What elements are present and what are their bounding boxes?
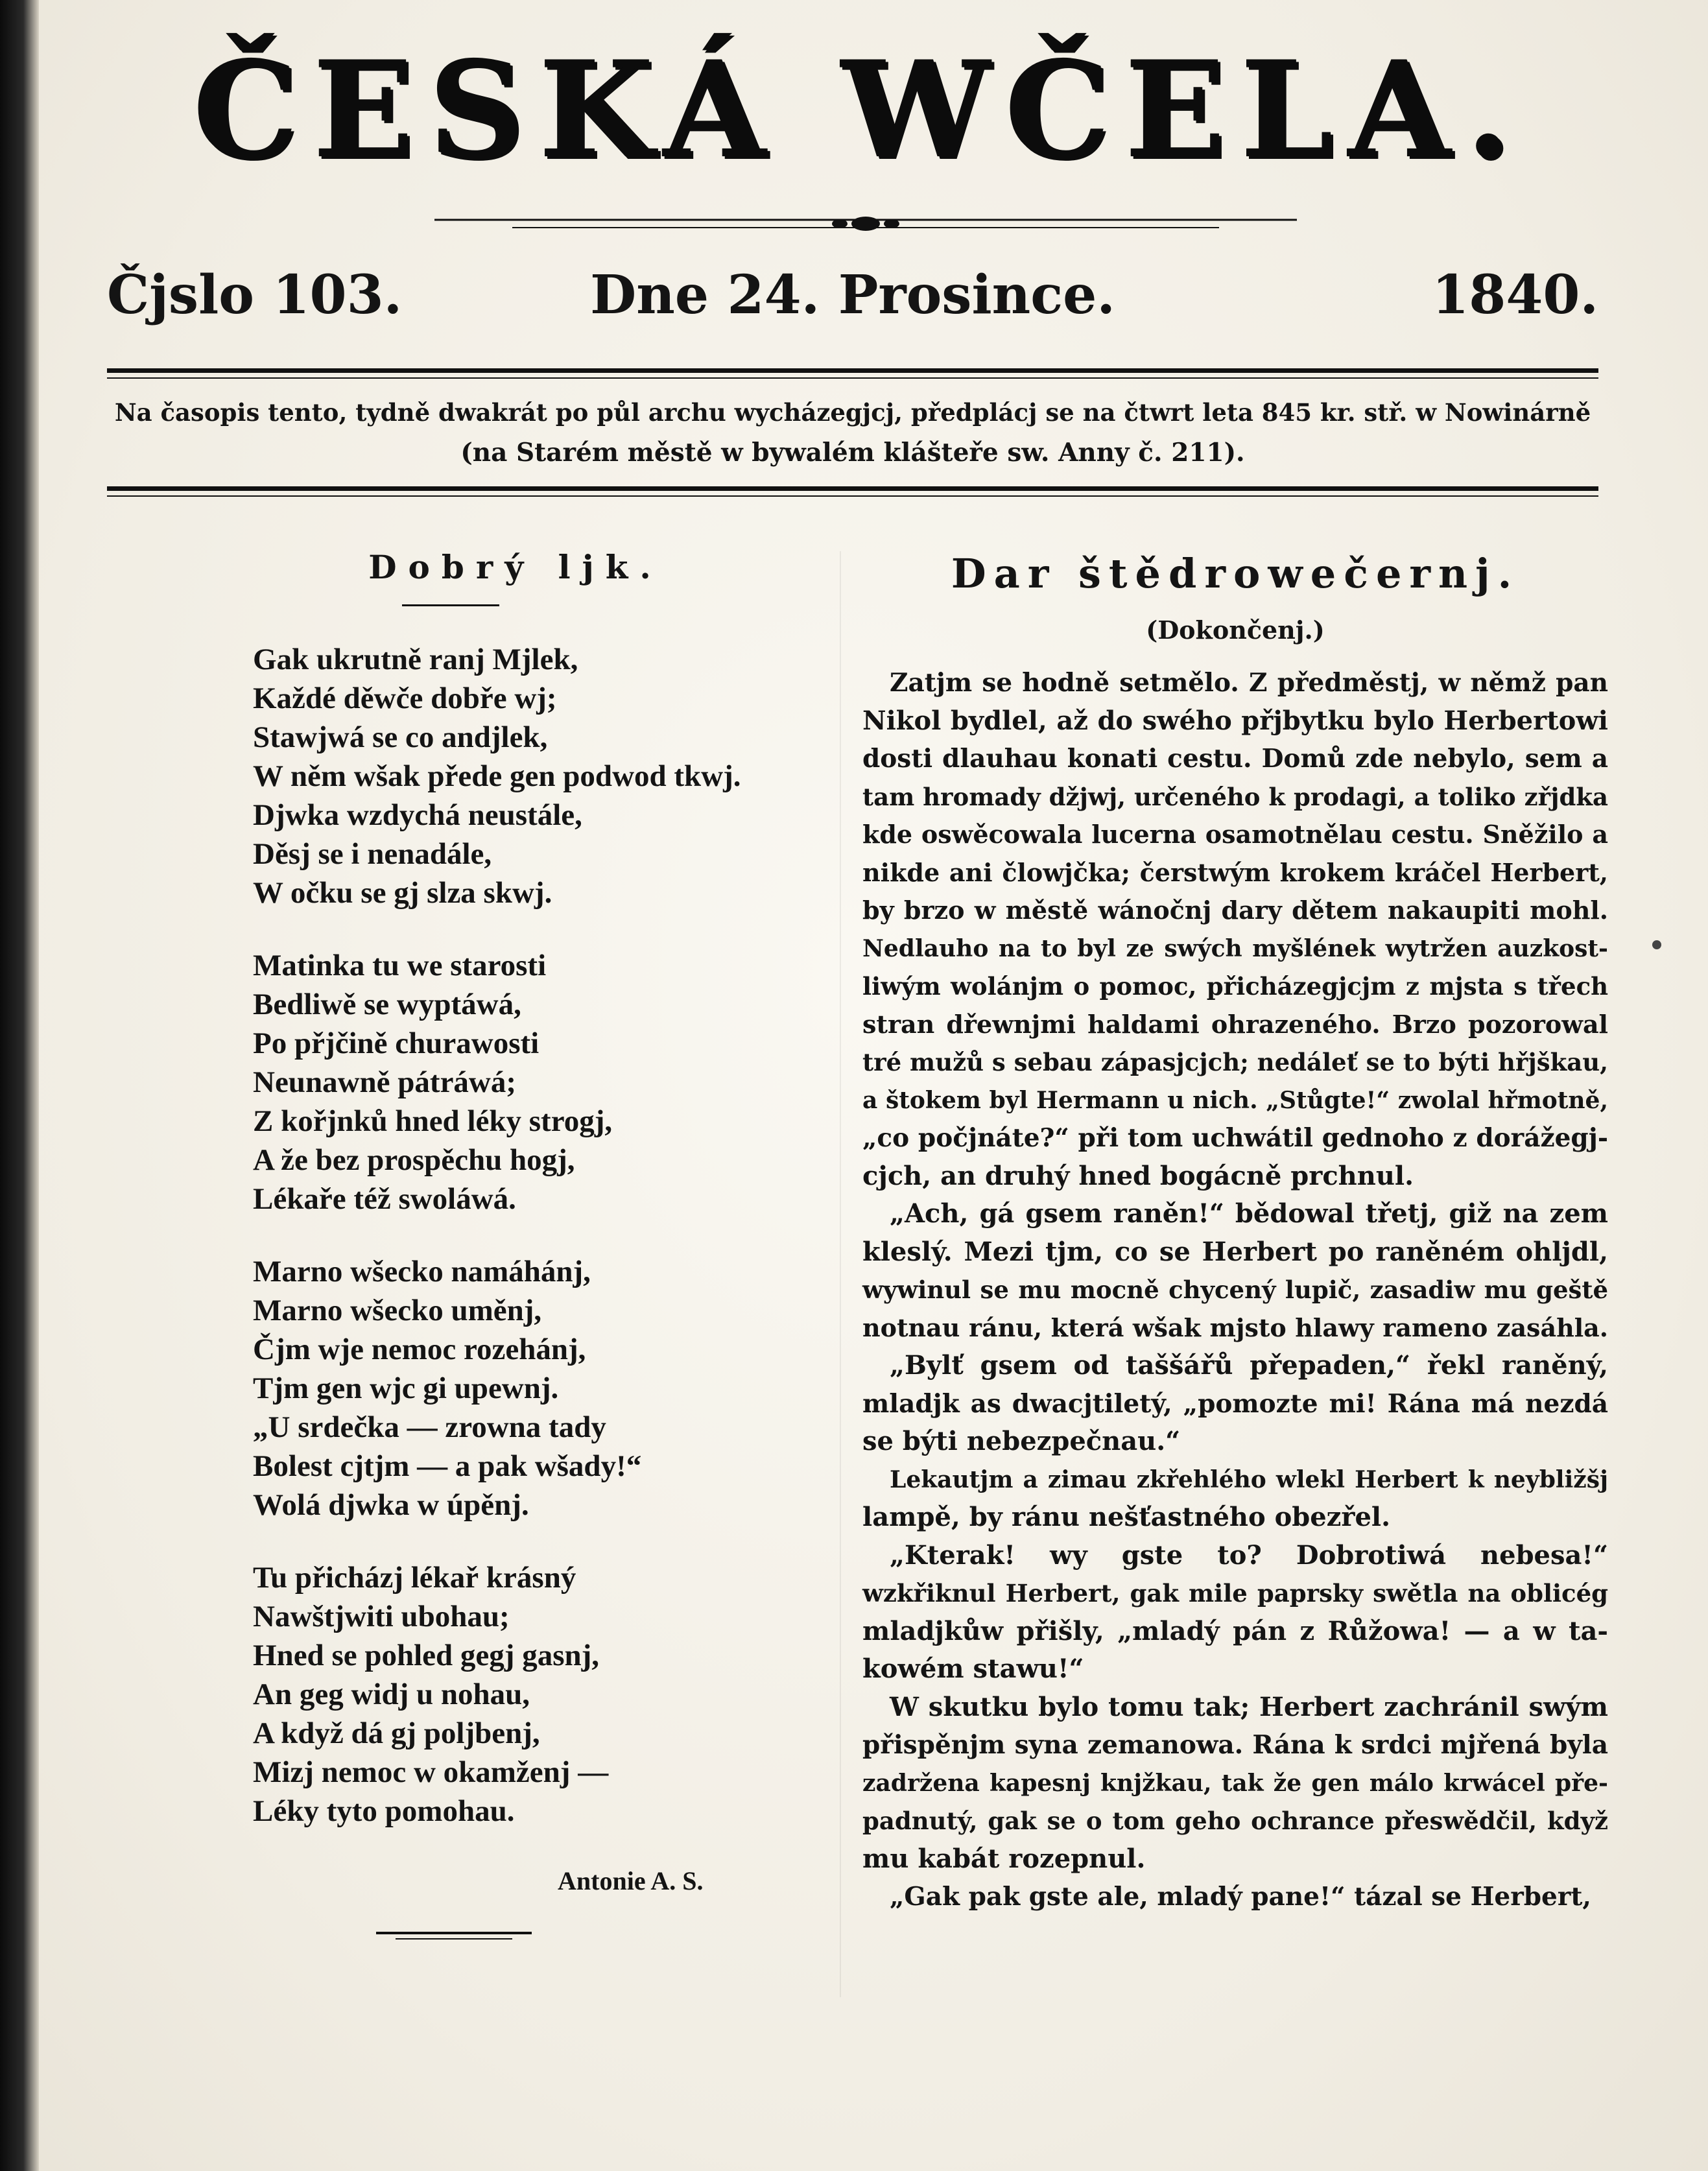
poem-title-rule <box>402 604 499 606</box>
poem-line: Stawjwá se co andjlek, <box>253 720 548 754</box>
poem-stanza-3 <box>253 1252 836 1524</box>
poem-line: Wolá djwka w úpěnj. <box>253 1488 529 1522</box>
poem-stanza-4 <box>253 1558 836 1831</box>
story-line: „Ach, gá gsem raněn!“ bědowal třetj, giž na zem <box>890 1198 1608 1229</box>
story-line: dosti dlauhau konati cestu. Domů zde nebylo, sem a <box>862 744 1608 774</box>
poem-line: Bolest cjtjm — a pak wšady!“ <box>253 1449 642 1483</box>
story-line: Nedlauho na to byl ze swých myšlének wytržen auzkost- <box>862 934 1608 962</box>
story-line: by brzo w městě wánočnj dary dětem nakaupiti mohl. <box>862 896 1608 925</box>
notice-rule <box>107 486 1598 491</box>
story-line: kowém stawu!“ <box>862 1654 1084 1684</box>
binding-edge <box>0 0 39 2171</box>
poem-line: Marno wšecko uměnj, <box>253 1294 542 1327</box>
poem-line: Tu přicházj lékař krásný <box>253 1561 576 1595</box>
poem-line: Mizj nemoc w okamženj — <box>253 1755 609 1789</box>
story-line: „Kterak! wy gste to? Dobrotiwá nebesa!“ <box>890 1539 1608 1571</box>
story-line: zadržena kapesnj knjžkau, tak že gen málo krwácel pře- <box>862 1769 1608 1797</box>
notice-line-2: (na Starém městě w bywalém klášteře sw. Anny č. 211). <box>460 438 1245 468</box>
poem-line: Děsj se i nenadále, <box>253 837 492 871</box>
poem-column <box>253 538 836 1943</box>
story-line: notnau ránu, která wšak mjsto hlawy rameno zasáhla. <box>862 1312 1608 1342</box>
story-line: mladjkůw přišly, „mladý pán z Růžowa! — a w ta- <box>862 1615 1608 1646</box>
story-line: tam hromady džjwj, určeného k prodagi, a toliko zřjdka <box>862 782 1608 811</box>
poem-line: Každé děwče dobře wj; <box>253 682 557 715</box>
poem-stanza-2 <box>253 946 836 1218</box>
story-line: wzkřiknul Herbert, gak mile paprsky swětla na oblicég <box>862 1579 1608 1607</box>
poem-line: Neunawně pátráwá; <box>253 1065 517 1099</box>
poem-line: A když dá gj poljbenj, <box>253 1716 540 1750</box>
story-line: tré mužů s sebau zápasjcjch; nedáleť se to býti hřjškau, <box>862 1048 1608 1076</box>
poem-line: Djwka wzdychá neustále, <box>253 798 582 832</box>
poem-line: A že bez prospěchu hogj, <box>253 1143 575 1177</box>
story-line: „co počjnáte?“ při tom uchwátil gednoho z dorážegj- <box>862 1123 1608 1153</box>
story-line: Zatjm se hodně setmělo. Z předměstj, w němž pan <box>890 668 1608 698</box>
poem-line: Léky tyto pomohau. <box>253 1794 515 1828</box>
story-line: nikde ani člowjčka; čerstwým krokem kráčel Herbert, <box>862 857 1608 887</box>
poem-stanza-1 <box>253 640 836 912</box>
poem-line: Po přjčině churawosti <box>253 1026 540 1060</box>
poem-line: Matinka tu we starosti <box>253 949 547 982</box>
issue-date: Dne 24. Prosince. <box>590 264 1115 326</box>
story-line: Nikol bydlel, až do swého přjbytku bylo Herbertowi <box>862 705 1608 736</box>
story-line: lampě, by ránu nešťastného obezřel. <box>862 1502 1391 1532</box>
poem-author: Antonie A. S. <box>558 1866 704 1895</box>
poem-line: W očku se gj slza skwj. <box>253 876 552 910</box>
story-line: cjch, an druhý hned bogácně prchnul. <box>862 1160 1414 1191</box>
notice-line-1: Na časopis tento, tydně dwakrát po půl archu wycházegjcj, předplácj se na čtwrt leta 845 kr. stř. w Nowinárně <box>114 398 1591 427</box>
masthead-title: ČESKÁ WČELA. <box>193 32 1526 188</box>
story-line: liwým wolánjm o pomoc, přicházegjcjm z mjsta s třech <box>862 972 1608 1001</box>
poem-line: Lékaře též swoláwá. <box>253 1182 516 1216</box>
story-line: „Gak pak gste ale, mladý pane!“ tázal se Herbert, <box>890 1882 1592 1912</box>
masthead-ornament <box>434 211 1297 237</box>
story-line: kleslý. Mezi tjm, co se Herbert po raněném ohljdl, <box>862 1236 1608 1267</box>
story-line: wywinul se mu mocně chycený lupič, zasadiw mu geště <box>862 1275 1608 1304</box>
poem-line: Gak ukrutně ranj Mjlek, <box>253 643 578 676</box>
story-line: stran dřewnjmi haldami ohrazeného. Brzo pozorowal <box>862 1009 1608 1039</box>
story-subtitle: (Dokončenj.) <box>1146 615 1325 645</box>
poem-line: „U srdečka — zrowna tady <box>253 1410 606 1444</box>
story-line: a štokem byl Hermann u nich. „Stůgte!“ zwolal hřmotně, <box>862 1086 1608 1114</box>
poem-line: Čjm wje nemoc rozehánj, <box>253 1333 586 1366</box>
poem-line: Tjm gen wjc gi upewnj. <box>253 1371 559 1405</box>
issue-row <box>107 259 1598 331</box>
poem-line: Hned se pohled gegj gasnj, <box>253 1639 600 1672</box>
story-line: mu kabát rozepnul. <box>862 1843 1146 1874</box>
header-rule-thin <box>107 377 1598 379</box>
issue-number: Čjslo 103. <box>107 264 403 326</box>
print-speck <box>1652 940 1661 949</box>
poem-line: Z kořjnků hned léky strogj, <box>253 1104 613 1138</box>
story-title: Dar štědrowečernj. <box>951 550 1520 597</box>
story-column <box>862 538 1608 1916</box>
story-line: se býti nebezpečnau.“ <box>862 1426 1181 1456</box>
story-line: Lekautjm a zimau zkřehlého wlekl Herbert k neybližšj <box>890 1465 1608 1493</box>
poem-line: An geg widj u nohau, <box>253 1678 530 1711</box>
story-body <box>862 664 1608 1916</box>
poem-line: Nawštjwiti ubohau; <box>253 1600 510 1633</box>
poem-line: W něm wšak přede gen podwod tkwj. <box>253 759 741 793</box>
subscription-notice <box>107 392 1598 473</box>
poem-line: Marno wšecko namáhánj, <box>253 1255 591 1288</box>
story-line: padnutý, gak se o tom geho ochrance přeswědčil, když <box>862 1807 1608 1835</box>
header-rule <box>107 368 1598 373</box>
issue-year: 1840. <box>1432 264 1598 326</box>
poem-title: Dobrý ljk. <box>368 548 663 586</box>
story-line: W skutku bylo tomu tak; Herbert zachránil swým <box>890 1691 1608 1722</box>
poem-end-rule <box>376 1932 532 1940</box>
story-line: přispěnjm syna zemanowa. Rána k srdci mjřená byla <box>862 1730 1608 1760</box>
story-line: mladjk as dwacjtiletý, „pomozte mi! Rána má nezdá <box>862 1388 1608 1419</box>
column-divider <box>840 551 841 1997</box>
story-line: „Bylť gsem od taššářů přepaden,“ řekl raněný, <box>890 1350 1608 1381</box>
poem-line: Bedliwě se wyptáwá, <box>253 988 521 1021</box>
notice-rule-thin <box>107 495 1598 497</box>
story-line: kde oswěcowala lucerna osamotnělau cestu. Sněžilo a <box>862 820 1608 849</box>
